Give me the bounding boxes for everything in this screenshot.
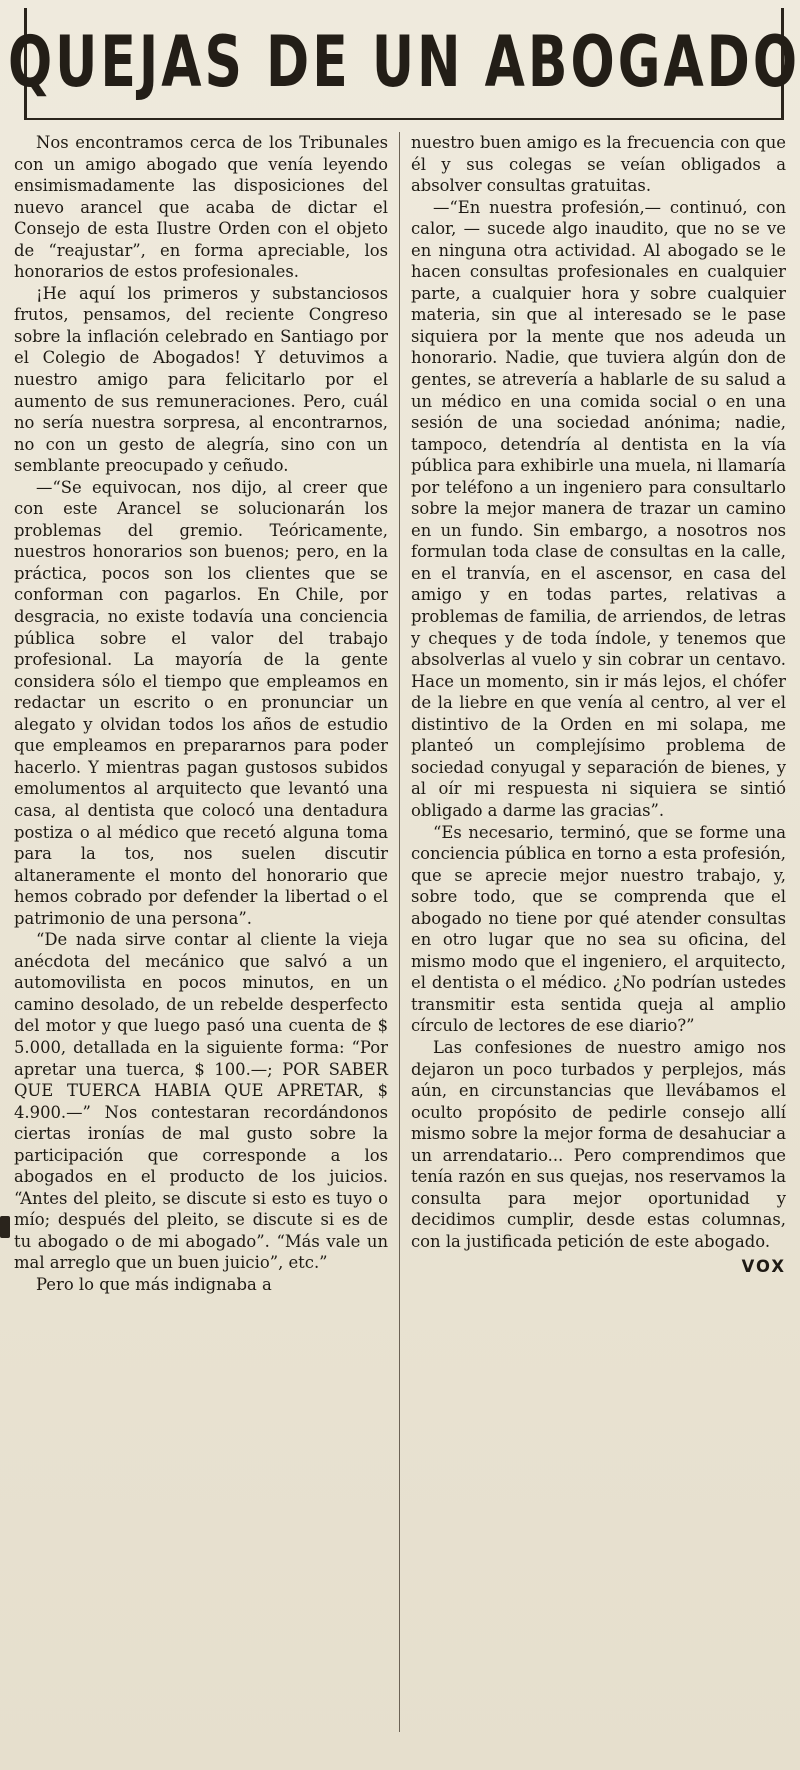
paragraph: “De nada sirve contar al cliente la vieja anécdota del mecánico que salvó a un automovilista en pocos minutos, en un camino desolado, de un rebelde desperfecto del motor y que luego pasó una cuenta de $ 5.000, detallada en la siguiente forma: “Por apretar una tuerca, $ 100.—; POR SABER QUE TUERCA HABIA QUE APRETAR, $ 4.900.—” Nos contestaran recordándonos ciertas ironías de mal gusto sobre la participación que corresponde a los abogados en el producto de los juicios. “Antes del pleito, se discute si esto es tuyo o mío; después del pleito, se discute si es de tu abogado o de mi abogado”. “Más vale un mal arreglo que un buen juicio”, etc.” — [14, 930, 388, 1273]
paragraph: Nos encontramos cerca de los Tribunales con un amigo abogado que venía leyendo ensimismadamente las disposiciones del nuevo arancel que acaba de dictar el Consejo de esta Ilustre Orden con el objeto de “reajustar”, en forma apreciable, los honorarios de estos profesionales. — [14, 133, 388, 282]
paragraph: ¡He aquí los primeros y substanciosos frutos, pensamos, del reciente Congreso sobre la inflación celebrado en Santiago por el Colegio de Abogados! Y detuvimos a nuestro amigo para felicitarlo por el aumento de sus remuneraciones. Pero, cuál no sería nuestra sorpresa, al encontrarnos, no con un gesto de alegría, sino con un semblante preocupado y ceñudo. — [14, 283, 388, 476]
headline: QUEJAS DE UN ABOGADO — [7, 22, 800, 104]
paragraph: nuestro buen amigo es la frecuencia con que él y sus colegas se veían obligados a absolver consultas gratuitas. — [411, 133, 786, 196]
paragraph: —“Se equivocan, nos dijo, al creer que con este Arancel se solucionarán los problemas del gremio. Teóricamente, nuestros honorarios son buenos; pero, en la práctica, pocos son los clientes que se conforman con pagarlos. En Chile, por desgracia, no existe todavía una conciencia pública sobre el valor del trabajo profesional. La mayoría de la gente considera sólo el tiempo que empleamos en redactar un escrito o en pronunciar un alegato y olvidan todos los años de estudio que empleamos en prepararnos para poder hacerlo. Y mientras pagan gustosos subidos emolumentos al arquitecto que levantó una casa, al dentista que colocó una dentadura postiza o al médico que recetó alguna toma para la tos, nos suelen discutir altaneramente el monto del honorario que hemos cobrado por defender la libertad o el patrimonio de una persona”. — [14, 477, 388, 928]
column-divider — [399, 132, 400, 1732]
headline-box — [7, 8, 800, 120]
paragraph: Pero lo que más indignaba a — [36, 1274, 272, 1294]
scan-artifact — [0, 1216, 10, 1238]
paragraph: Las confesiones de nuestro amigo nos dejaron un poco turbados y perplejos, más aún, en circunstancias que llevábamos el oculto propósito de pedirle consejo allí mismo sobre la mejor forma de desahuciar a un arrendatario... Pero comprendimos que tenía razón en sus quejas, nos reservamos la consulta para mejor oportunidad y decidimos cumplir, desde estas columnas, con la justificada petición de este abogado. — [411, 1037, 786, 1251]
author-signature: VOX — [741, 1257, 786, 1277]
article-column-right — [411, 132, 786, 1278]
paragraph: “Es necesario, terminó, que se forme una conciencia pública en torno a esta profesión, que se aprecie mejor nuestro trabajo, y, sobre todo, que se comprenda que el abogado no tiene por qué atender consultas en otro lugar que no sea su oficina, del mismo modo que el ingeniero, el arquitecto, el dentista o el médico. ¿No podrían ustedes transmitir esta sentida queja al amplio círculo de lectores de ese diario?” — [411, 822, 786, 1036]
article-column-left — [14, 132, 388, 1296]
paragraph: —“En nuestra profesión,— continuó, con calor, — sucede algo inaudito, que no se ve en ninguna otra actividad. Al abogado se le hacen consultas profesionales en cualquier parte, a cualquier hora y sobre cualquier materia, sin que al interesado se le pase siquiera por la mente que nos adeuda un honorario. Nadie, que tuviera algún don de gentes, se atrevería a hablarle de su salud a un médico en una comida social o en una sesión de una sociedad anónima; nadie, tampoco, detendría al dentista en la vía pública para exhibirle una muela, ni llamaría por teléfono a un ingeniero para consultarlo sobre la mejor manera de trazar un camino en un fundo. Sin embargo, a nosotros nos formulan toda clase de consultas en la calle, en el tranvía, en el ascensor, en casa del amigo y en todas partes, relativas a problemas de familia, de arriendos, de letras y cheques y de toda índole, y tenemos que absolverlas al vuelo y sin cobrar un centavo. Hace un momento, sin ir más lejos, el chófer de la liebre en que venía al centro, al ver el distintivo de la Orden en mi solapa, me planteó un complejísimo problema de sociedad conyugal y separación de bienes, y al oír mi respuesta ni siquiera se sintió obligado a darme las gracias”. — [411, 197, 786, 820]
